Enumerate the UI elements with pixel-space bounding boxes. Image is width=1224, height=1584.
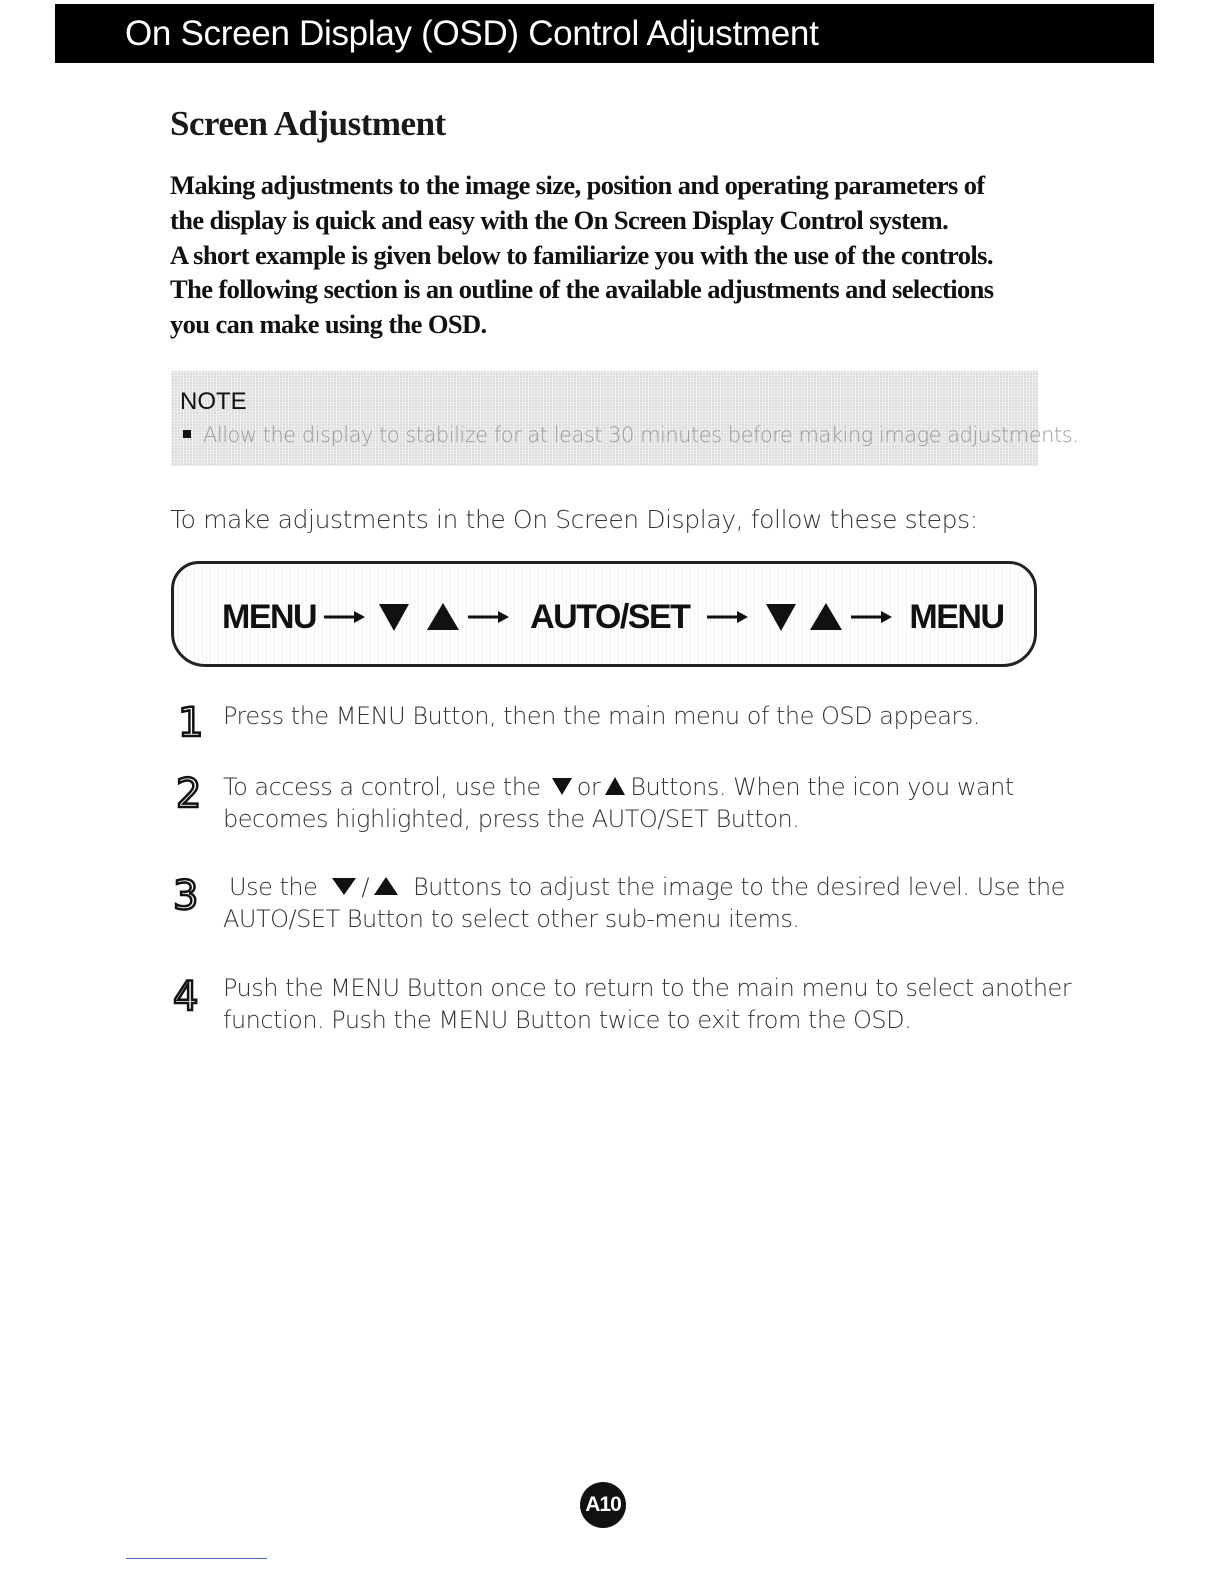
right-arrow-icon [849, 610, 893, 624]
svg-text:1: 1 [178, 700, 204, 744]
intro-line: Making adjustments to the image size, position and operating parameters of [170, 170, 985, 200]
note-title: NOTE [180, 388, 247, 415]
note-box [171, 371, 1079, 466]
up-triangle-icon [604, 776, 626, 796]
step-number-4 [170, 972, 210, 1016]
up-triangle-icon [809, 602, 843, 632]
page-number-badge: A10 [580, 1482, 626, 1528]
section-title: Screen Adjustment [170, 104, 446, 143]
intro-line: the display is quick and easy with the On Screen Display Control system. [170, 204, 949, 235]
right-arrow-icon [322, 610, 366, 624]
step-number-3 [170, 871, 210, 915]
intro-line: you can make using the OSD. [170, 309, 487, 340]
header-title: On Screen Display (OSD) Control Adjustment [125, 14, 819, 53]
header-bar [55, 4, 1154, 63]
note-item [183, 423, 1078, 447]
note-item-text: Allow the display to stabilize for at least 30 minutes before making image adjustments. [203, 423, 1079, 447]
up-triangle-icon [426, 602, 460, 632]
right-arrow-icon [705, 610, 749, 624]
svg-text:3: 3 [173, 873, 199, 915]
bullet-icon [183, 430, 191, 438]
svg-text:4: 4 [173, 974, 199, 1016]
step-text-part: To access a control, use the [223, 773, 541, 801]
flow-menu-start: MENU [222, 597, 317, 636]
step-text-line: function. Push the MENU Button twice to exit from the OSD. [223, 1006, 912, 1034]
intro-line: A short example is given below to familiarize you with the use of the controls. [170, 239, 993, 270]
button-sequence-box [171, 561, 1037, 667]
step-text-line: becomes highlighted, press the AUTO/SET Button. [223, 805, 800, 833]
step-text: Press the MENU Button, then the main menu of the OSD appears. [223, 702, 980, 730]
button-sequence [222, 592, 1004, 642]
step-text-part: Use the [229, 873, 318, 901]
step-text [223, 871, 1065, 935]
step-text-part: or [576, 773, 601, 801]
step-number-2 [170, 771, 210, 815]
steps-intro: To make adjustments in the On Screen Display, follow these steps: [170, 505, 978, 534]
svg-text:2: 2 [176, 771, 202, 815]
step-text-line: AUTO/SET Button to select other sub-menu items. [223, 905, 800, 933]
up-triangle-icon [373, 876, 399, 896]
flow-autoset: AUTO/SET [530, 597, 690, 636]
step-text-part: Buttons to adjust the image to the desired level. Use the [412, 873, 1065, 901]
right-arrow-icon [466, 610, 510, 624]
step-text-line: Push the MENU Button once to return to the main menu to select another [223, 974, 1072, 1002]
intro-paragraph [170, 168, 1050, 342]
footer-rule [126, 1558, 267, 1559]
down-triangle-icon [378, 602, 410, 632]
down-triangle-icon [551, 776, 573, 796]
step-number-1 [170, 700, 210, 744]
down-triangle-icon [331, 876, 357, 896]
step-text [223, 771, 1014, 835]
flow-menu-end: MENU [909, 597, 1004, 636]
intro-line: The following section is an outline of the available adjustments and selections [170, 274, 994, 305]
step-text-part: / [361, 873, 369, 901]
step-text-part: Buttons. When the icon you want [630, 773, 1014, 801]
down-triangle-icon [765, 602, 797, 632]
step-text [223, 972, 1071, 1036]
